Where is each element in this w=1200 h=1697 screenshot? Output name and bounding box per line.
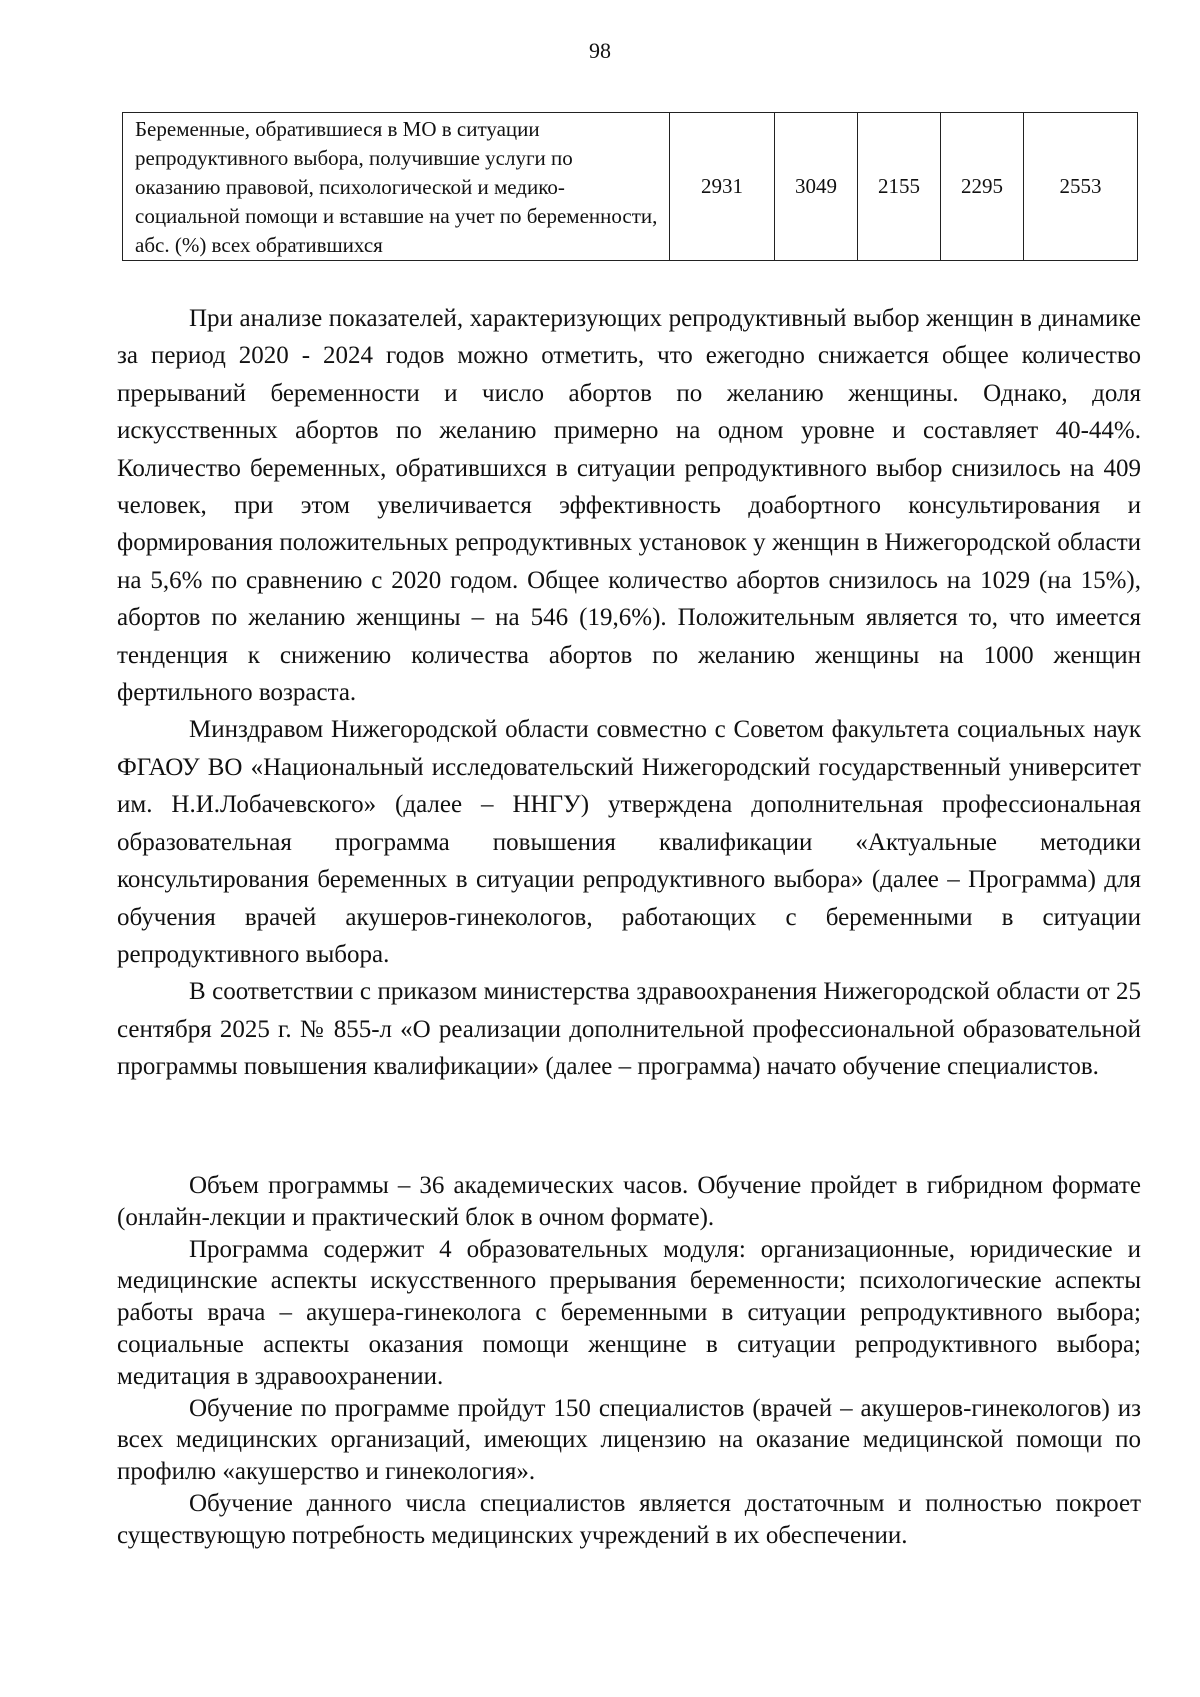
paragraph: Обучение данного числа специалистов является достаточным и полностью покроет существующую потребность медицинских учреждений в их обеспечении.	[117, 1489, 1141, 1549]
table-cell: 3049	[775, 113, 858, 261]
paragraph: Обучение по программе пройдут 150 специалистов (врачей – акушеров-гинекологов) из всех медицинских организаций, имеющих лицензию на оказание медицинской помощи по профилю «акушерство и гинекология».	[117, 1394, 1141, 1486]
body-text-upper	[117, 300, 1141, 1086]
data-table	[122, 112, 1138, 261]
table-cell: 2295	[941, 113, 1024, 261]
paragraph: Объем программы – 36 академических часов. Обучение пройдет в гибридном формате (онлайн-лекции и практический блок в очном формате).	[117, 1172, 1141, 1231]
paragraph: В соответствии с приказом министерства здравоохранения Нижегородской области от 25 сентября 2025 г. № 855-л «О реализации дополнительной профессиональной образовательной программы повышения квалификации» (далее – программа) начато обучение специалистов.	[117, 978, 1141, 1081]
table-cell: 2931	[670, 113, 775, 261]
page-number: 98	[589, 38, 611, 63]
paragraph: Минздравом Нижегородской области совместно с Советом факультета социальных наук ФГАОУ ВО «Национальный исследовательский Нижегородский государственный университет им. Н.И.Лобачевского» (далее – ННГУ) утверждена дополнительная профессиональная образовательная программа повышения квалификации «Актуальные методики консультирования беременных в ситуации репродуктивного выбора» (далее – Программа) для обучения врачей акушеров-гинекологов, работающих с беременными в ситуации репродуктивного выбора.	[117, 716, 1141, 968]
table-row-label: Беременные, обратившиеся в МО в ситуации репродуктивного выбора, получившие услуги по оказанию правовой, психологической и медико-социальной помощи и вставшие на учет по беременности, абс. (%) всех обратившихся	[123, 113, 670, 261]
paragraph: Программа содержит 4 образовательных модуля: организационные, юридические и медицинские аспекты искусственного прерывания беременности; психологические аспекты работы врача – акушера-гинеколога с беременными в ситуации репродуктивного выбора; социальные аспекты оказания помощи женщине в ситуации репродуктивного выбора; медитация в здравоохранении.	[117, 1235, 1141, 1390]
table-row	[123, 113, 1138, 261]
body-text-lower	[117, 1170, 1141, 1552]
table-cell: 2553	[1024, 113, 1138, 261]
paragraph: При анализе показателей, характеризующих репродуктивный выбор женщин в динамике за период 2020 - 2024 годов можно отметить, что ежегодно снижается общее количество прерываний беременности и число абортов по желанию женщины. Однако, доля искусственных абортов по желанию примерно на одном уровне и составляет 40-44%. Количество беременных, обратившихся в ситуации репродуктивного выбор снизилось на 409 человек, при этом увеличивается эффективность доабортного консультирования и формирования положительных репродуктивных установок у женщин в Нижегородской области на 5,6% по сравнению с 2020 годом. Общее количество абортов снизилось на 1029 (на 15%), абортов по желанию женщины – на 546 (19,6%). Положительным является то, что имеется тенденция к снижению количества абортов по желанию женщины на 1000 женщин фертильного возраста.	[117, 305, 1141, 707]
table-cell: 2155	[858, 113, 941, 261]
